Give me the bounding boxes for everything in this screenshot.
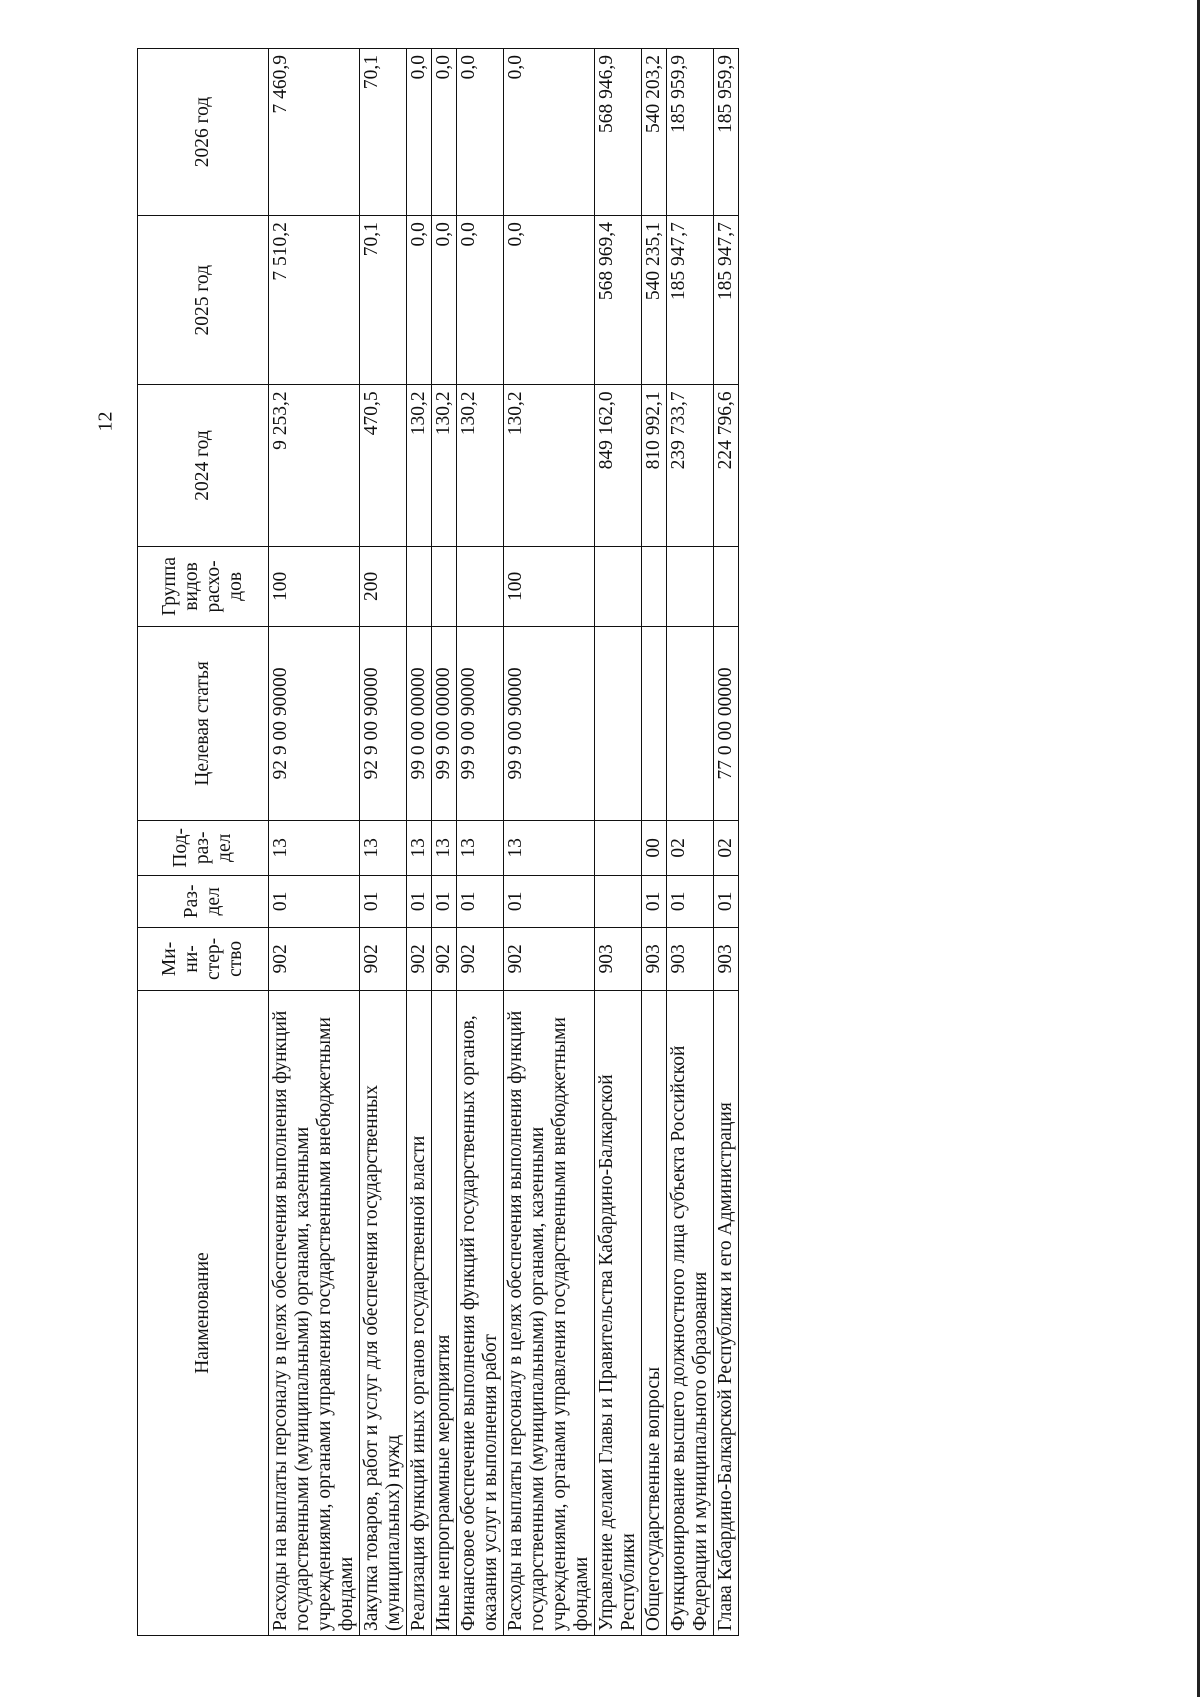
- cell-ministry: 902: [504, 927, 595, 990]
- cell-name: Расходы на выплаты персоналу в целях обеспечения выполнения функций государственными (муниципальными) органами, казенными учреждениями, органами управления государственными внебюджетными фондами: [269, 991, 360, 1636]
- cell-ministry: 903: [714, 927, 739, 990]
- header-subsection: [138, 820, 269, 875]
- budget-table: [137, 48, 739, 1636]
- table-row: [360, 49, 407, 1636]
- cell-group: 200: [360, 546, 407, 627]
- cell-section: 01: [269, 875, 360, 927]
- cell-target: 99 9 00 90000: [504, 627, 595, 820]
- cell-2025: 185 947,7: [667, 216, 714, 385]
- cell-section: 01: [642, 875, 667, 927]
- cell-2024: 130,2: [432, 385, 457, 546]
- cell-2024: 849 162,0: [595, 385, 642, 546]
- cell-2025: 0,0: [457, 216, 504, 385]
- table-row: [504, 49, 595, 1636]
- cell-2026: 185 959,9: [714, 49, 739, 216]
- cell-ministry: 902: [269, 927, 360, 990]
- cell-name: Функционирование высшего должностного лица субъекта Российской Федерации и муниципального образования: [667, 991, 714, 1636]
- cell-section: [595, 875, 642, 927]
- header-section: [138, 875, 269, 927]
- cell-subsection: 13: [269, 820, 360, 875]
- header-group-text: Группа видов расхо- дов: [159, 556, 246, 616]
- cell-subsection: 13: [504, 820, 595, 875]
- header-ministry: [138, 927, 269, 990]
- cell-2026: 540 203,2: [642, 49, 667, 216]
- header-2025: 2025 год: [138, 216, 269, 385]
- cell-group: [457, 546, 504, 627]
- cell-2024: 810 992,1: [642, 385, 667, 546]
- cell-subsection: 13: [432, 820, 457, 875]
- header-2024: 2024 год: [138, 385, 269, 546]
- cell-group: [642, 546, 667, 627]
- cell-2025: 185 947,7: [714, 216, 739, 385]
- cell-section: 01: [407, 875, 432, 927]
- cell-2024: 470,5: [360, 385, 407, 546]
- table-header-row: [138, 49, 269, 1636]
- cell-name: Общегосударственные вопросы: [642, 991, 667, 1636]
- cell-group: 100: [504, 546, 595, 627]
- cell-2024: 224 796,6: [714, 385, 739, 546]
- cell-ministry: 902: [407, 927, 432, 990]
- cell-2026: 568 946,9: [595, 49, 642, 216]
- cell-target: 77 0 00 00000: [714, 627, 739, 820]
- cell-2024: 130,2: [504, 385, 595, 546]
- cell-ministry: 903: [595, 927, 642, 990]
- header-ministry-text: Ми- ни- стер- ство: [159, 937, 246, 980]
- cell-name: Реализация функций иных органов государственной власти: [407, 991, 432, 1636]
- cell-target: 92 9 00 90000: [269, 627, 360, 820]
- cell-name: Глава Кабардино-Балкарской Республики и его Администрация: [714, 991, 739, 1636]
- cell-2024: 239 733,7: [667, 385, 714, 546]
- cell-2024: 130,2: [407, 385, 432, 546]
- cell-2025: 0,0: [432, 216, 457, 385]
- cell-subsection: 02: [714, 820, 739, 875]
- table-body: [269, 49, 739, 1636]
- table-row: [714, 49, 739, 1636]
- cell-subsection: 13: [407, 820, 432, 875]
- cell-2026: 7 460,9: [269, 49, 360, 216]
- cell-2025: 0,0: [407, 216, 432, 385]
- cell-section: 01: [457, 875, 504, 927]
- cell-ministry: 903: [642, 927, 667, 990]
- header-2026: 2026 год: [138, 49, 269, 216]
- cell-2025: 70,1: [360, 216, 407, 385]
- cell-group: [432, 546, 457, 627]
- cell-target: 99 9 00 90000: [457, 627, 504, 820]
- cell-section: 01: [714, 875, 739, 927]
- header-subsection-text: Под- раз- дел: [170, 827, 235, 868]
- cell-ministry: 903: [667, 927, 714, 990]
- cell-ministry: 902: [432, 927, 457, 990]
- cell-2025: 7 510,2: [269, 216, 360, 385]
- cell-name: Финансовое обеспечение выполнения функций государственных органов, оказания услуг и выполнения работ: [457, 991, 504, 1636]
- table-row: [595, 49, 642, 1636]
- cell-section: 01: [360, 875, 407, 927]
- cell-subsection: 13: [360, 820, 407, 875]
- cell-ministry: 902: [360, 927, 407, 990]
- header-name: Наименование: [138, 991, 269, 1636]
- cell-section: 01: [432, 875, 457, 927]
- cell-2025: 0,0: [504, 216, 595, 385]
- table-row: [457, 49, 504, 1636]
- cell-subsection: 02: [667, 820, 714, 875]
- cell-name: Управление делами Главы и Правительства Кабардино-Балкарской Республики: [595, 991, 642, 1636]
- cell-name: Закупка товаров, работ и услуг для обеспечения государственных (муниципальных) нужд: [360, 991, 407, 1636]
- cell-group: [714, 546, 739, 627]
- cell-subsection: 00: [642, 820, 667, 875]
- cell-ministry: 902: [457, 927, 504, 990]
- cell-2024: 9 253,2: [269, 385, 360, 546]
- cell-target: [595, 627, 642, 820]
- table-row: [269, 49, 360, 1636]
- cell-2026: 185 959,9: [667, 49, 714, 216]
- table-row: [667, 49, 714, 1636]
- cell-group: 100: [269, 546, 360, 627]
- cell-2025: 540 235,1: [642, 216, 667, 385]
- table-row: [432, 49, 457, 1636]
- cell-group: [667, 546, 714, 627]
- cell-group: [595, 546, 642, 627]
- cell-subsection: 13: [457, 820, 504, 875]
- cell-2026: 0,0: [432, 49, 457, 216]
- cell-2026: 0,0: [504, 49, 595, 216]
- cell-target: [642, 627, 667, 820]
- cell-group: [407, 546, 432, 627]
- budget-table-frame: [137, 48, 1060, 1636]
- table-row: [642, 49, 667, 1636]
- cell-name: Иные непрограммные мероприятия: [432, 991, 457, 1636]
- cell-2026: 70,1: [360, 49, 407, 216]
- page-number: 12: [94, 411, 117, 432]
- header-section-text: Раз- дел: [181, 884, 224, 919]
- cell-2025: 568 969,4: [595, 216, 642, 385]
- cell-2024: 130,2: [457, 385, 504, 546]
- cell-target: 99 0 00 00000: [407, 627, 432, 820]
- cell-section: 01: [667, 875, 714, 927]
- cell-target: [667, 627, 714, 820]
- cell-2026: 0,0: [407, 49, 432, 216]
- cell-section: 01: [504, 875, 595, 927]
- cell-target: 99 9 00 00000: [432, 627, 457, 820]
- header-target: Целевая статья: [138, 627, 269, 820]
- cell-2026: 0,0: [457, 49, 504, 216]
- cell-target: 92 9 00 90000: [360, 627, 407, 820]
- cell-subsection: [595, 820, 642, 875]
- table-row: [407, 49, 432, 1636]
- cell-name: Расходы на выплаты персоналу в целях обеспечения выполнения функций государственными (муниципальными) органами, казенными учреждениями, органами управления государственными внебюджетными фондами: [504, 991, 595, 1636]
- header-group: [138, 546, 269, 627]
